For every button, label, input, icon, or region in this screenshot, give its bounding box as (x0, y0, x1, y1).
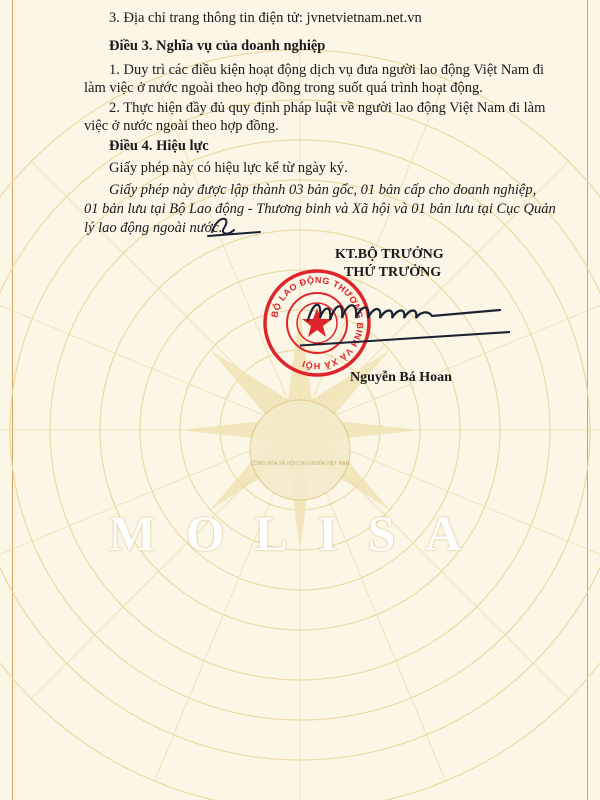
emblem-text: CỘNG HÒA XÃ HỘI CHỦ NGHĨA VIỆT NAM (250, 461, 350, 467)
article-4-p1: Giấy phép này có hiệu lực kể từ ngày ký. (109, 160, 348, 176)
seal-ring-text: BỘ LAO ĐỘNG THƯƠNG BINH VÀ XÃ HỘI (269, 274, 366, 372)
article-3-p1-line1: 1. Duy trì các điều kiện hoạt động dịch vụ đưa người lao động Việt Nam đi (109, 62, 545, 78)
article-4-title: Điều 4. Hiệu lực (109, 138, 209, 154)
article-3-p2-line1: 2. Thực hiện đầy đủ quy định pháp luật về người lao động Việt Nam đi làm (109, 100, 546, 116)
initial-mark (198, 210, 268, 240)
article-3-p1-line2: làm việc ở nước ngoài theo hợp đồng trong suốt quá trình hoạt động. (84, 80, 483, 96)
article-3-title: Điều 3. Nghĩa vụ của doanh nghiệp (109, 38, 326, 54)
signature-title-2: THỨ TRƯỞNG (344, 265, 442, 280)
item-3-website: 3. Địa chỉ trang thông tin điện tử: jvnetvietnam.net.vn (109, 10, 422, 26)
signer-name: Nguyễn Bá Hoan (350, 370, 452, 385)
article-4-p2-line2: 01 bản lưu tại Bộ Lao động - Thương binh và Xã hội và 01 bản lưu tại Cục Quản (84, 201, 556, 217)
article-4-p2-line3: lý lao động ngoài nước. (84, 220, 223, 236)
article-4-p2-line1: Giấy phép này được lập thành 03 bản gốc, 01 bản cấp cho doanh nghiệp, (109, 182, 537, 198)
handwritten-signature (300, 280, 510, 350)
article-3-p2-line2: việc ở nước ngoài theo hợp đồng. (84, 118, 279, 134)
molisa-watermark-text: MOLISA (108, 505, 492, 561)
signature-title-1: KT.BỘ TRƯỞNG (335, 247, 444, 262)
